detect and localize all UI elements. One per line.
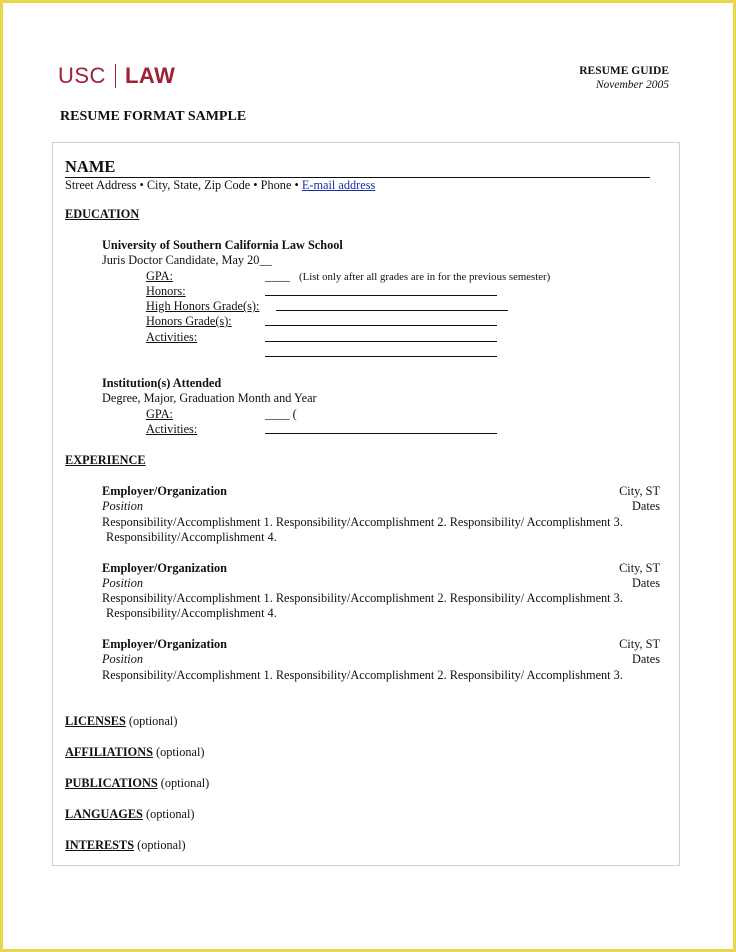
- activities-label: Activities:: [146, 330, 198, 344]
- job-responsibilities-line-2: Responsibility/Accomplishment 4.: [106, 530, 277, 544]
- activities-blank-line-2: [265, 356, 497, 357]
- experience-heading: EXPERIENCE: [65, 453, 146, 467]
- languages-heading: LANGUAGES: [65, 807, 143, 821]
- logo-divider: [115, 64, 116, 88]
- job-position: Position: [102, 499, 143, 513]
- honors-blank-line: [265, 295, 497, 296]
- job-employer: Employer/Organization: [102, 561, 228, 575]
- institution-activities-label: Activities:: [146, 422, 198, 436]
- affiliations-heading: AFFILIATIONS: [65, 745, 153, 759]
- high-honors-label: High Honors Grade(s):: [146, 299, 260, 313]
- institution-activities-blank-line: [265, 433, 497, 434]
- degree-line: Juris Doctor Candidate, May 20__: [102, 253, 272, 267]
- email-link[interactable]: E-mail address: [301, 178, 376, 192]
- job-location: City, ST: [619, 561, 660, 575]
- logo-usc-text: USC: [58, 63, 106, 88]
- licenses-heading: LICENSES: [65, 714, 126, 728]
- languages-note: (optional): [145, 807, 195, 821]
- job-position: Position: [102, 576, 143, 590]
- institution-gpa-label: GPA:: [146, 407, 173, 421]
- resume-name-row: [65, 157, 650, 178]
- gpa-blank: ____: [265, 269, 290, 283]
- institution-gpa-blank: ____ (: [265, 407, 297, 421]
- publications-section: [65, 776, 209, 791]
- job-employer: Employer/Organization: [102, 637, 228, 651]
- publications-heading: PUBLICATIONS: [65, 776, 158, 790]
- guide-title: RESUME GUIDE: [579, 65, 669, 77]
- interests-heading: INTERESTS: [65, 838, 135, 852]
- interests-section: [65, 838, 186, 853]
- logo-law-text: LAW: [124, 63, 176, 88]
- job-employer: Employer/Organization: [102, 484, 228, 498]
- licenses-note: (optional): [128, 714, 178, 728]
- job-location: City, ST: [619, 637, 660, 651]
- licenses-section: [65, 714, 177, 729]
- guide-header: [579, 64, 669, 92]
- job-position: Position: [102, 652, 143, 666]
- job-responsibilities-line: Responsibility/Accomplishment 1. Responsibility/Accomplishment 2. Responsibility/ Accomplishment 3.: [102, 591, 623, 605]
- job-dates: Dates: [632, 652, 660, 666]
- job-responsibilities-line-2: Responsibility/Accomplishment 4.: [106, 606, 277, 620]
- honors-grades-label: Honors Grade(s):: [146, 314, 232, 328]
- school-name: University of Southern California Law School: [102, 238, 343, 252]
- gpa-label: GPA:: [146, 269, 173, 283]
- page-title: RESUME FORMAT SAMPLE: [60, 109, 247, 124]
- job-location: City, ST: [619, 484, 660, 498]
- job-dates: Dates: [632, 499, 660, 513]
- job-responsibilities-line: Responsibility/Accomplishment 1. Responsibility/Accomplishment 2. Responsibility/ Accomplishment 3.: [102, 515, 623, 529]
- interests-note: (optional): [137, 838, 186, 852]
- education-heading: EDUCATION: [65, 207, 140, 221]
- contact-line: [65, 178, 375, 193]
- gpa-note: (List only after all grades are in for the previous semester): [299, 271, 551, 283]
- institution-degree: Degree, Major, Graduation Month and Year: [102, 391, 317, 405]
- high-honors-blank-line: [276, 310, 508, 311]
- honors-label: Honors:: [146, 284, 186, 298]
- job-responsibilities-line: Responsibility/Accomplishment 1. Responsibility/Accomplishment 2. Responsibility/ Accomplishment 3.: [102, 668, 623, 682]
- guide-date: November 2005: [595, 79, 669, 91]
- affiliations-section: [65, 745, 205, 760]
- languages-section: [65, 807, 194, 822]
- activities-blank-line: [265, 341, 497, 342]
- publications-note: (optional): [160, 776, 210, 790]
- resume-name: NAME: [65, 157, 116, 176]
- honors-grades-blank-line: [265, 325, 497, 326]
- job-dates: Dates: [632, 576, 660, 590]
- usc-law-logo: [58, 62, 175, 90]
- contact-details: Street Address • City, State, Zip Code • Phone •: [65, 178, 302, 192]
- institution-name: Institution(s) Attended: [102, 376, 222, 390]
- affiliations-note: (optional): [156, 745, 205, 759]
